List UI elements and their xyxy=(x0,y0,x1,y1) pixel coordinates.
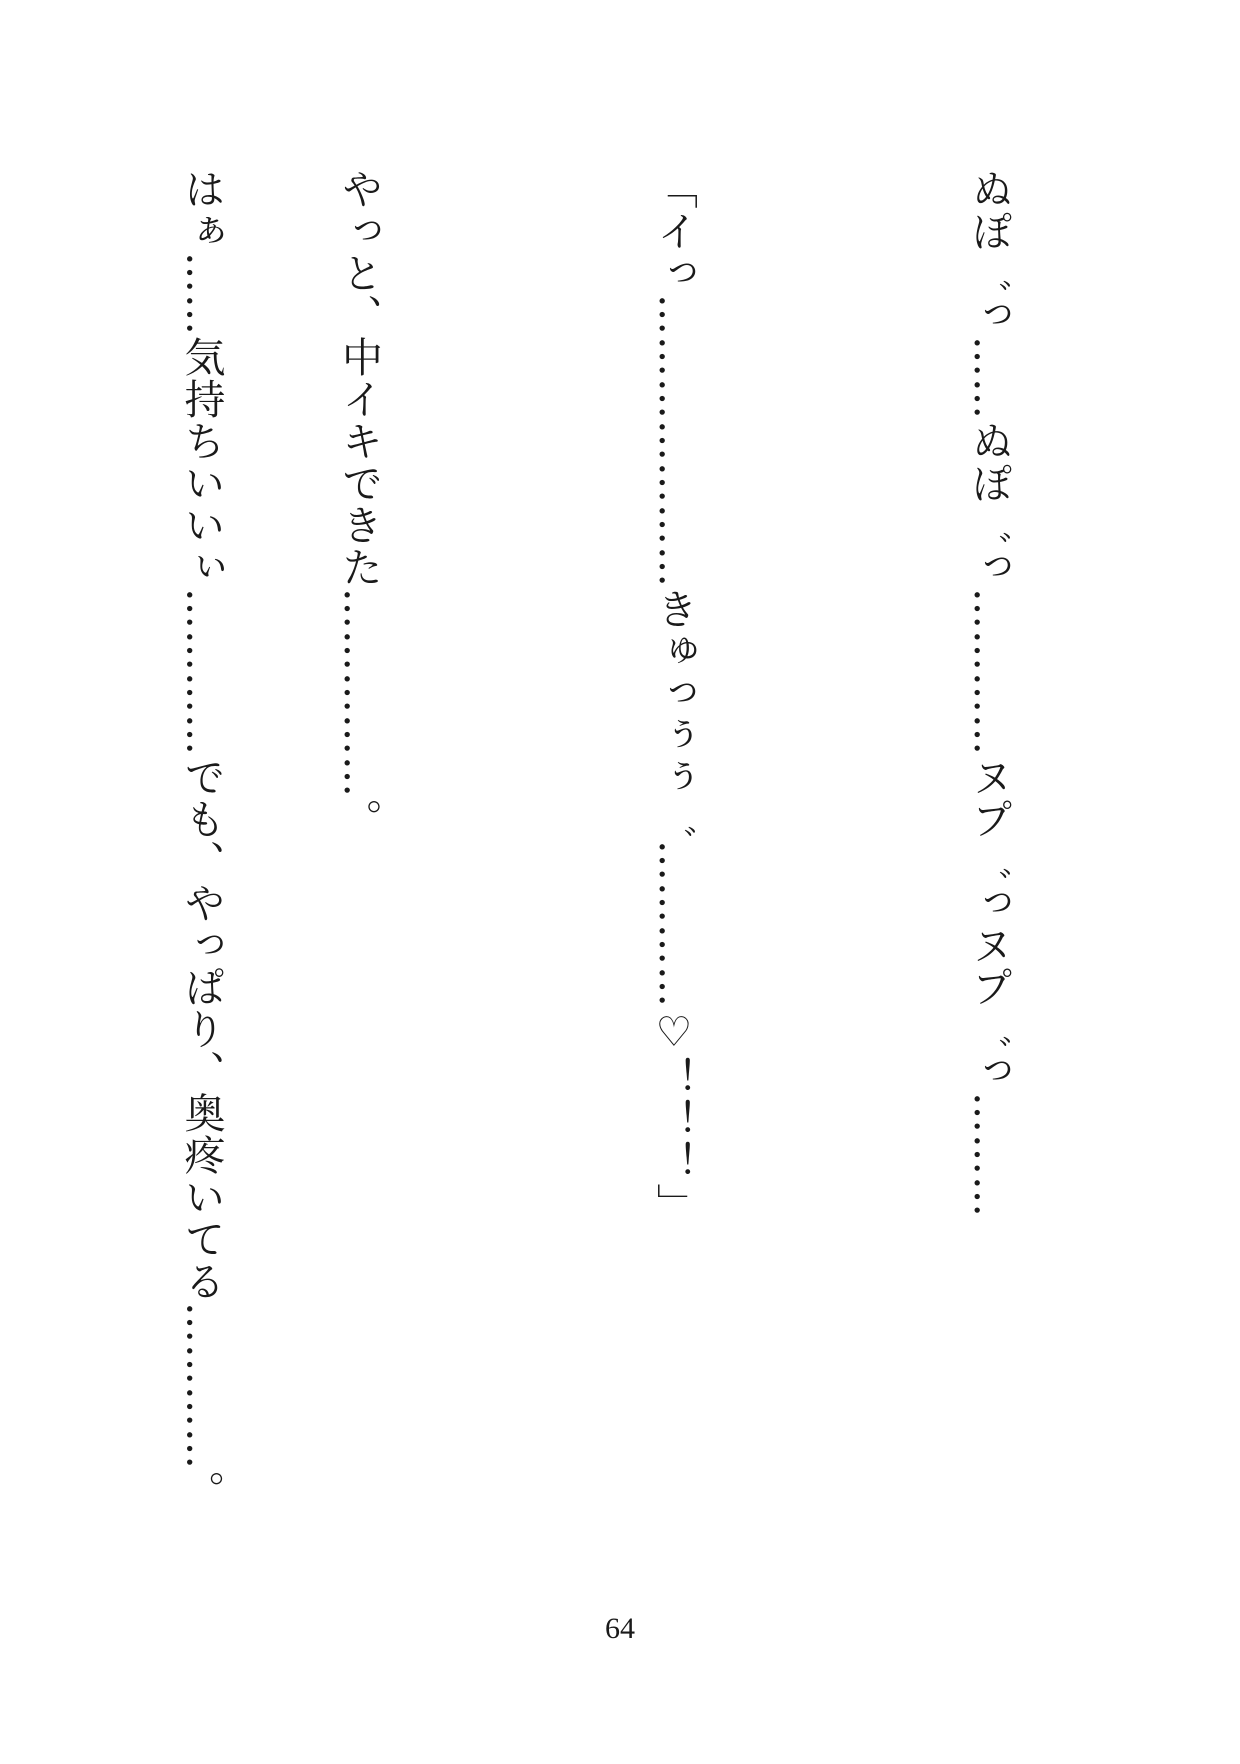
blank-line xyxy=(490,168,543,1608)
text-line: やっと、中イキできた……………。 xyxy=(335,168,383,840)
text-line: はぁ……気持ちいいぃ…………でも、やっぱり、奥疼いてる…………。 xyxy=(177,168,226,1512)
text-line: 「イっ…………………きゅっぅぅ゛…………♡！！！」 xyxy=(650,168,698,1225)
page-number: 64 xyxy=(605,1612,635,1645)
vertical-text-body xyxy=(120,168,1120,1608)
blank-line xyxy=(805,168,858,1608)
blank-line xyxy=(18,168,71,1608)
text-line: ぬぽ゛っ……ぬぽ゛っ…………ヌプ゛っヌプ゛っ……… xyxy=(965,168,1013,1218)
